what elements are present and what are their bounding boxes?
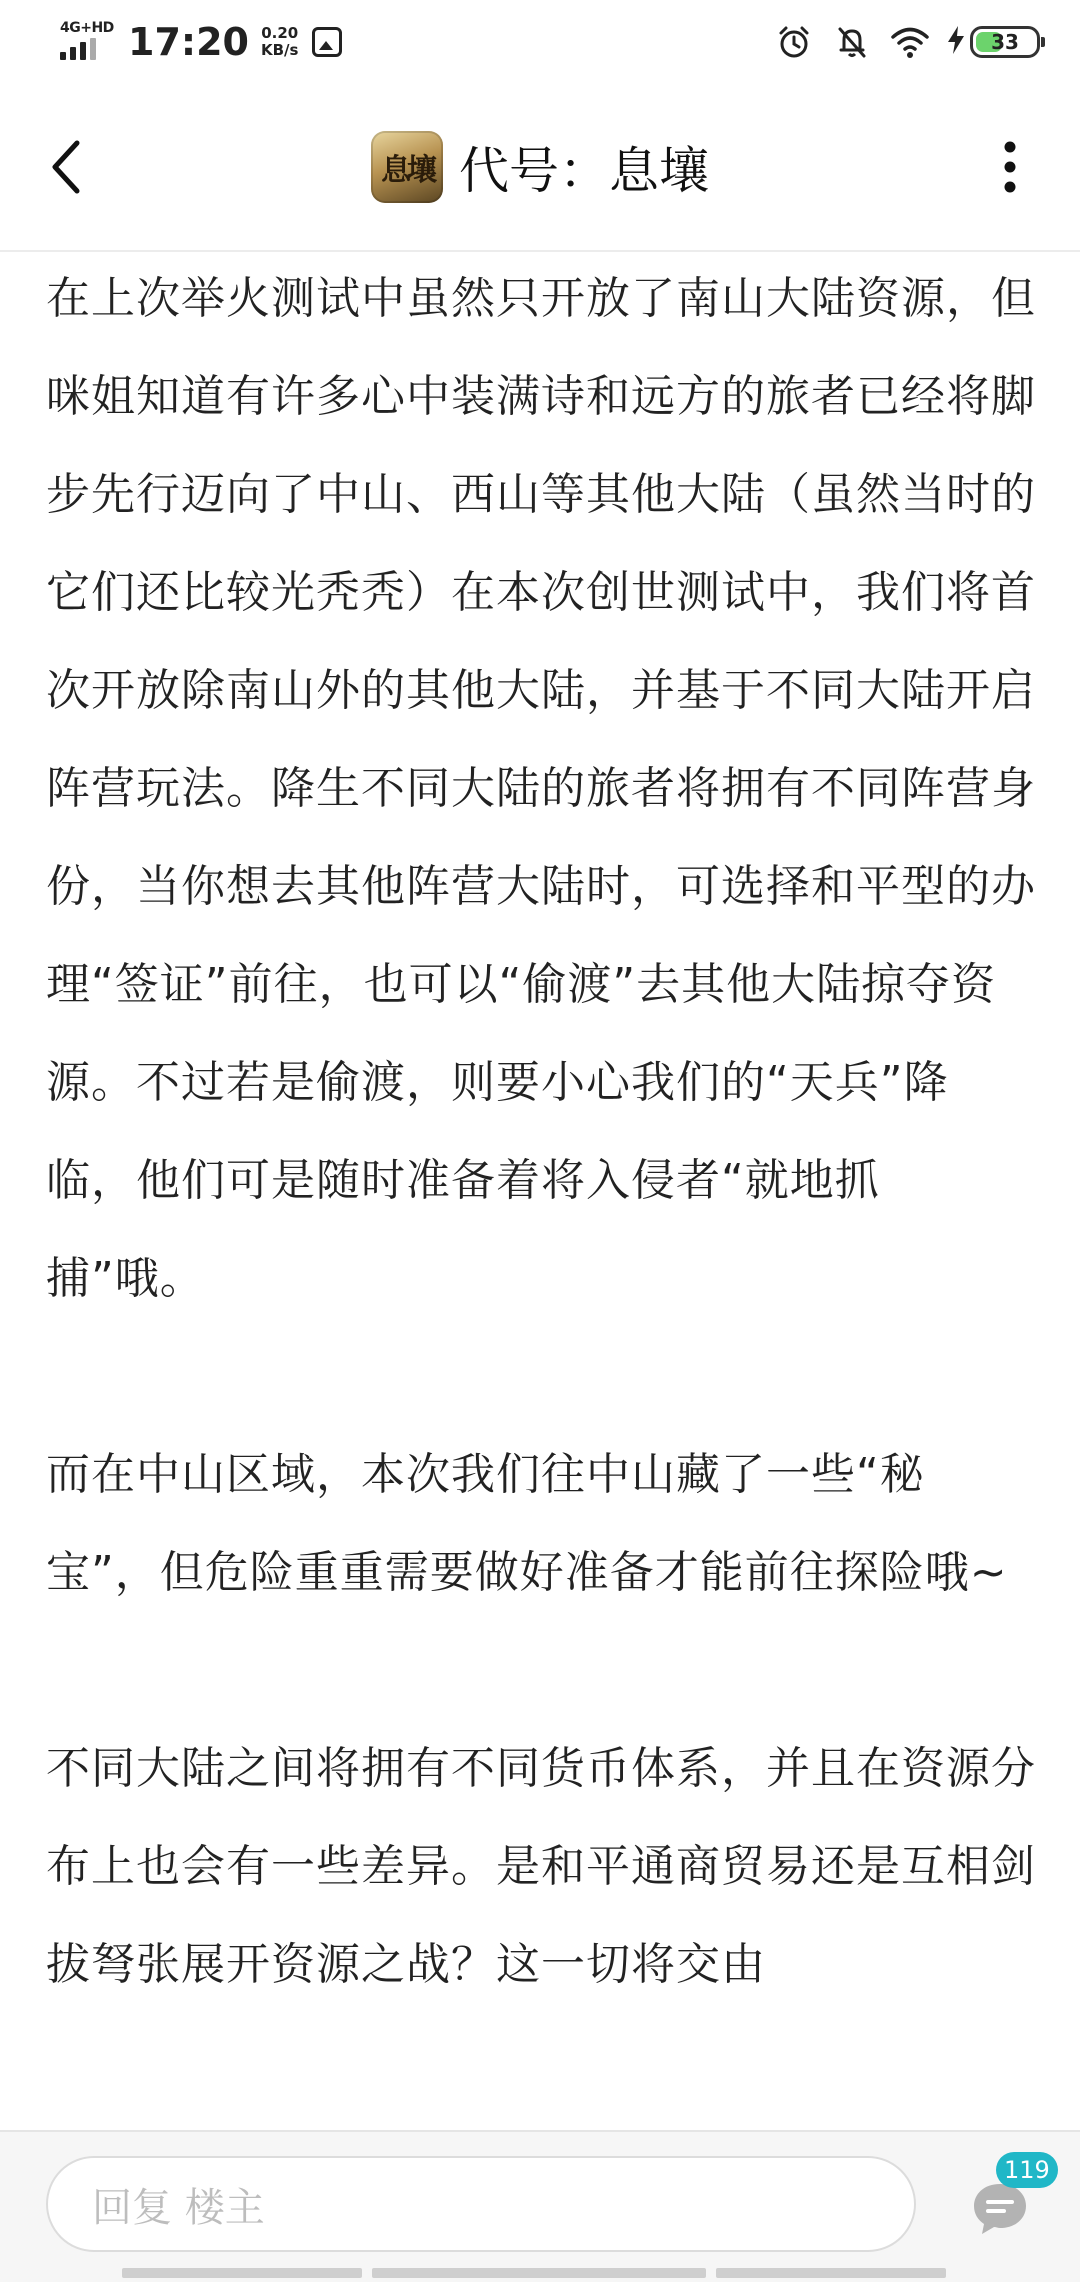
forum-logo[interactable] [371, 131, 443, 203]
charging-bolt-icon [948, 26, 964, 58]
network-speed-value: 0.20 [261, 24, 299, 42]
network-speed-unit: KB/s [260, 41, 299, 59]
comment-count-badge: 119 [996, 2152, 1058, 2188]
wifi-icon [890, 22, 930, 62]
page-title: 代号：息壤 [459, 142, 709, 200]
status-time: 17:20 [128, 20, 249, 64]
status-bar [0, 0, 1080, 84]
post-paragraph: 而在中山区域，本次我们往中山藏了一些“秘宝”，但危险重重需要做好准备才能前往探险哦~ [46, 1449, 1008, 1598]
reply-bar [0, 2130, 1080, 2282]
battery-level: 33 [991, 30, 1019, 54]
post-content [46, 250, 1036, 2014]
mute-bell-icon [832, 22, 872, 62]
post-paragraph: 不同大陆之间将拥有不同货币体系，并且在资源分布上也会有一些差异。是和平通商贸易还是互相剑拔弩张展开资源之战？这一切将交由 [46, 1743, 1036, 1990]
cellular-signal-icon [58, 20, 114, 64]
more-vertical-icon [1002, 141, 1018, 193]
more-options-button[interactable] [980, 124, 1040, 210]
bottom-tab-indicators [0, 2264, 1080, 2280]
gallery-notification-icon [312, 27, 342, 57]
alarm-icon [774, 22, 814, 62]
network-type: 4G+HD [60, 20, 114, 36]
network-speed [261, 25, 298, 59]
battery-icon [970, 26, 1040, 58]
post-paragraph: 在上次举火测试中虽然只开放了南山大陆资源，但咪姐知道有许多心中装满诗和远方的旅者已经将脚步先行迈向了中山、西山等其他大陆（虽然当时的它们还比较光秃秃）在本次创世测试中，我们将首次开放除南山外的其他大陆，并基于不同大陆开启阵营玩法。降生不同大陆的旅者将拥有不同阵营身份，当你想去其他阵营大陆时，可选择和平型的办理“签证”前往，也可以“偷渡”去其他大陆掠夺资源。不过若是偷渡，则要小心我们的“天兵”降临，他们可是随时准备着将入侵者“就地抓捕”哦。 [46, 273, 1036, 1304]
reply-input[interactable]: 回复 楼主 [46, 2156, 916, 2252]
app-header [0, 84, 1080, 252]
forum-logo-text: 息壤 [381, 153, 433, 188]
